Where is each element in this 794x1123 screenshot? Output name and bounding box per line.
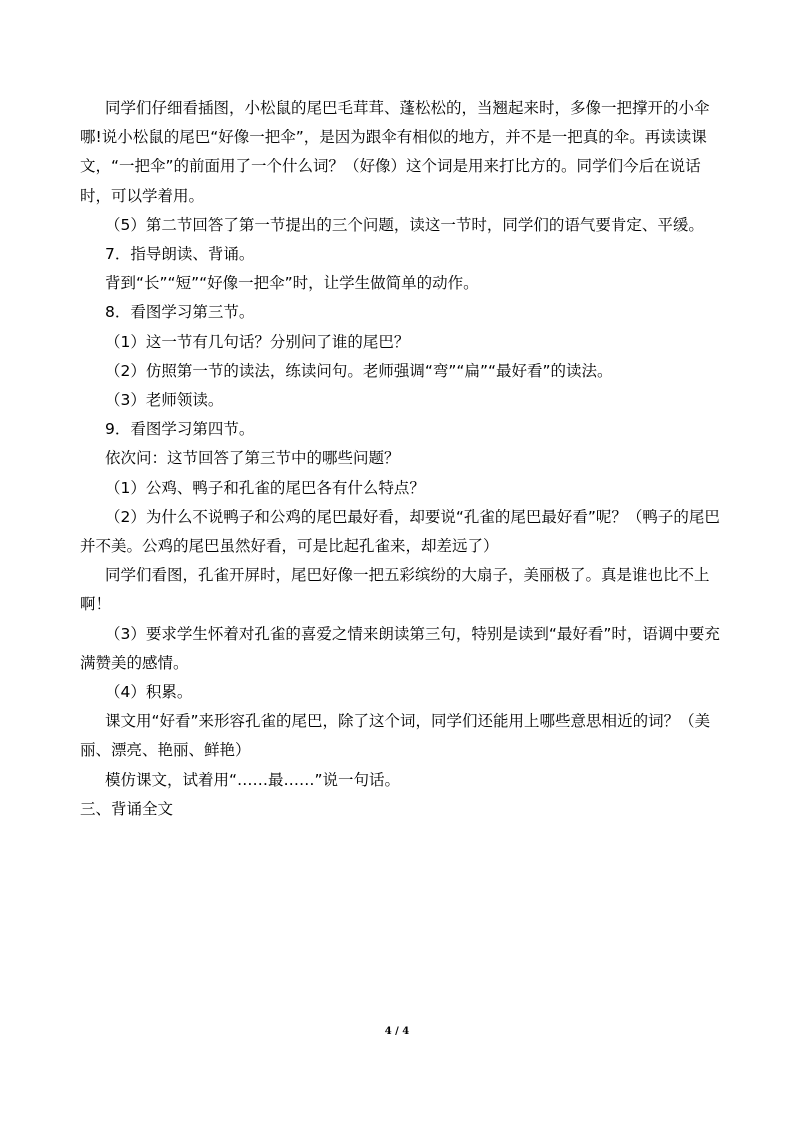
paragraph: （3）老师领读。 xyxy=(105,391,224,410)
paragraph: 背到“长”“短”“好像一把伞”时，让学生做简单的动作。 xyxy=(105,274,479,293)
document-body xyxy=(80,94,720,824)
paragraph: 7．指导朗读、背诵。 xyxy=(105,245,255,264)
paragraph: 依次问：这节回答了第三节中的哪些问题？ xyxy=(105,449,400,468)
paragraph: 8．看图学习第三节。 xyxy=(105,303,255,322)
paragraph: 9．看图学习第四节。 xyxy=(105,420,255,439)
paragraph: 模仿课文，试着用“……最……”说一句话。 xyxy=(105,770,401,789)
paragraph: （2）为什么不说鸭子和公鸡的尾巴最好看，却要说“孔雀的尾巴最好看”呢？（鸭子的尾巴并不美。公鸡的尾巴虽然好看，可是比起孔雀来，却差远了） xyxy=(80,507,720,556)
paragraph: 课文用“好看”来形容孔雀的尾巴，除了这个词，同学们还能用上哪些意思相近的词？（美丽、漂亮、艳丽、鲜艳） xyxy=(80,712,711,760)
paragraph: 同学们仔细看插图，小松鼠的尾巴毛茸茸、蓬松松的，当翘起来时，多像一把撑开的小伞哪!说小松鼠的尾巴“好像一把伞”，是因为跟伞有相似的地方，并不是一把真的伞。再读读课文，“一把伞”的前面用了一个什么词？（好像）这个词是用来打比方的。同学们今后在说话时，可以学着用。 xyxy=(80,99,710,205)
paragraph: （3）要求学生怀着对孔雀的喜爱之情来朗读第三句，特别是读到“最好看”时，语调中要充满赞美的感情。 xyxy=(80,624,720,672)
paragraph: （5）第二节回答了第一节提出的三个问题，读这一节时，同学们的语气要肯定、平缓。 xyxy=(105,215,704,234)
section-heading: 三、背诵全文 xyxy=(80,799,174,818)
paragraph: （1）这一节有几句话？分别问了谁的尾巴？ xyxy=(105,332,410,351)
page-number: 4 / 4 xyxy=(384,1026,410,1037)
paragraph: （4）积累。 xyxy=(105,683,193,702)
paragraph: （2）仿照第一节的读法，练读问句。老师强调“弯”“扁”“最好看”的读法。 xyxy=(105,361,613,380)
paragraph: （1）公鸡、鸭子和孔雀的尾巴各有什么特点？ xyxy=(105,478,425,497)
paragraph: 同学们看图，孔雀开屏时，尾巴好像一把五彩缤纷的大扇子，美丽极了。真是谁也比不上啊！ xyxy=(80,566,710,614)
